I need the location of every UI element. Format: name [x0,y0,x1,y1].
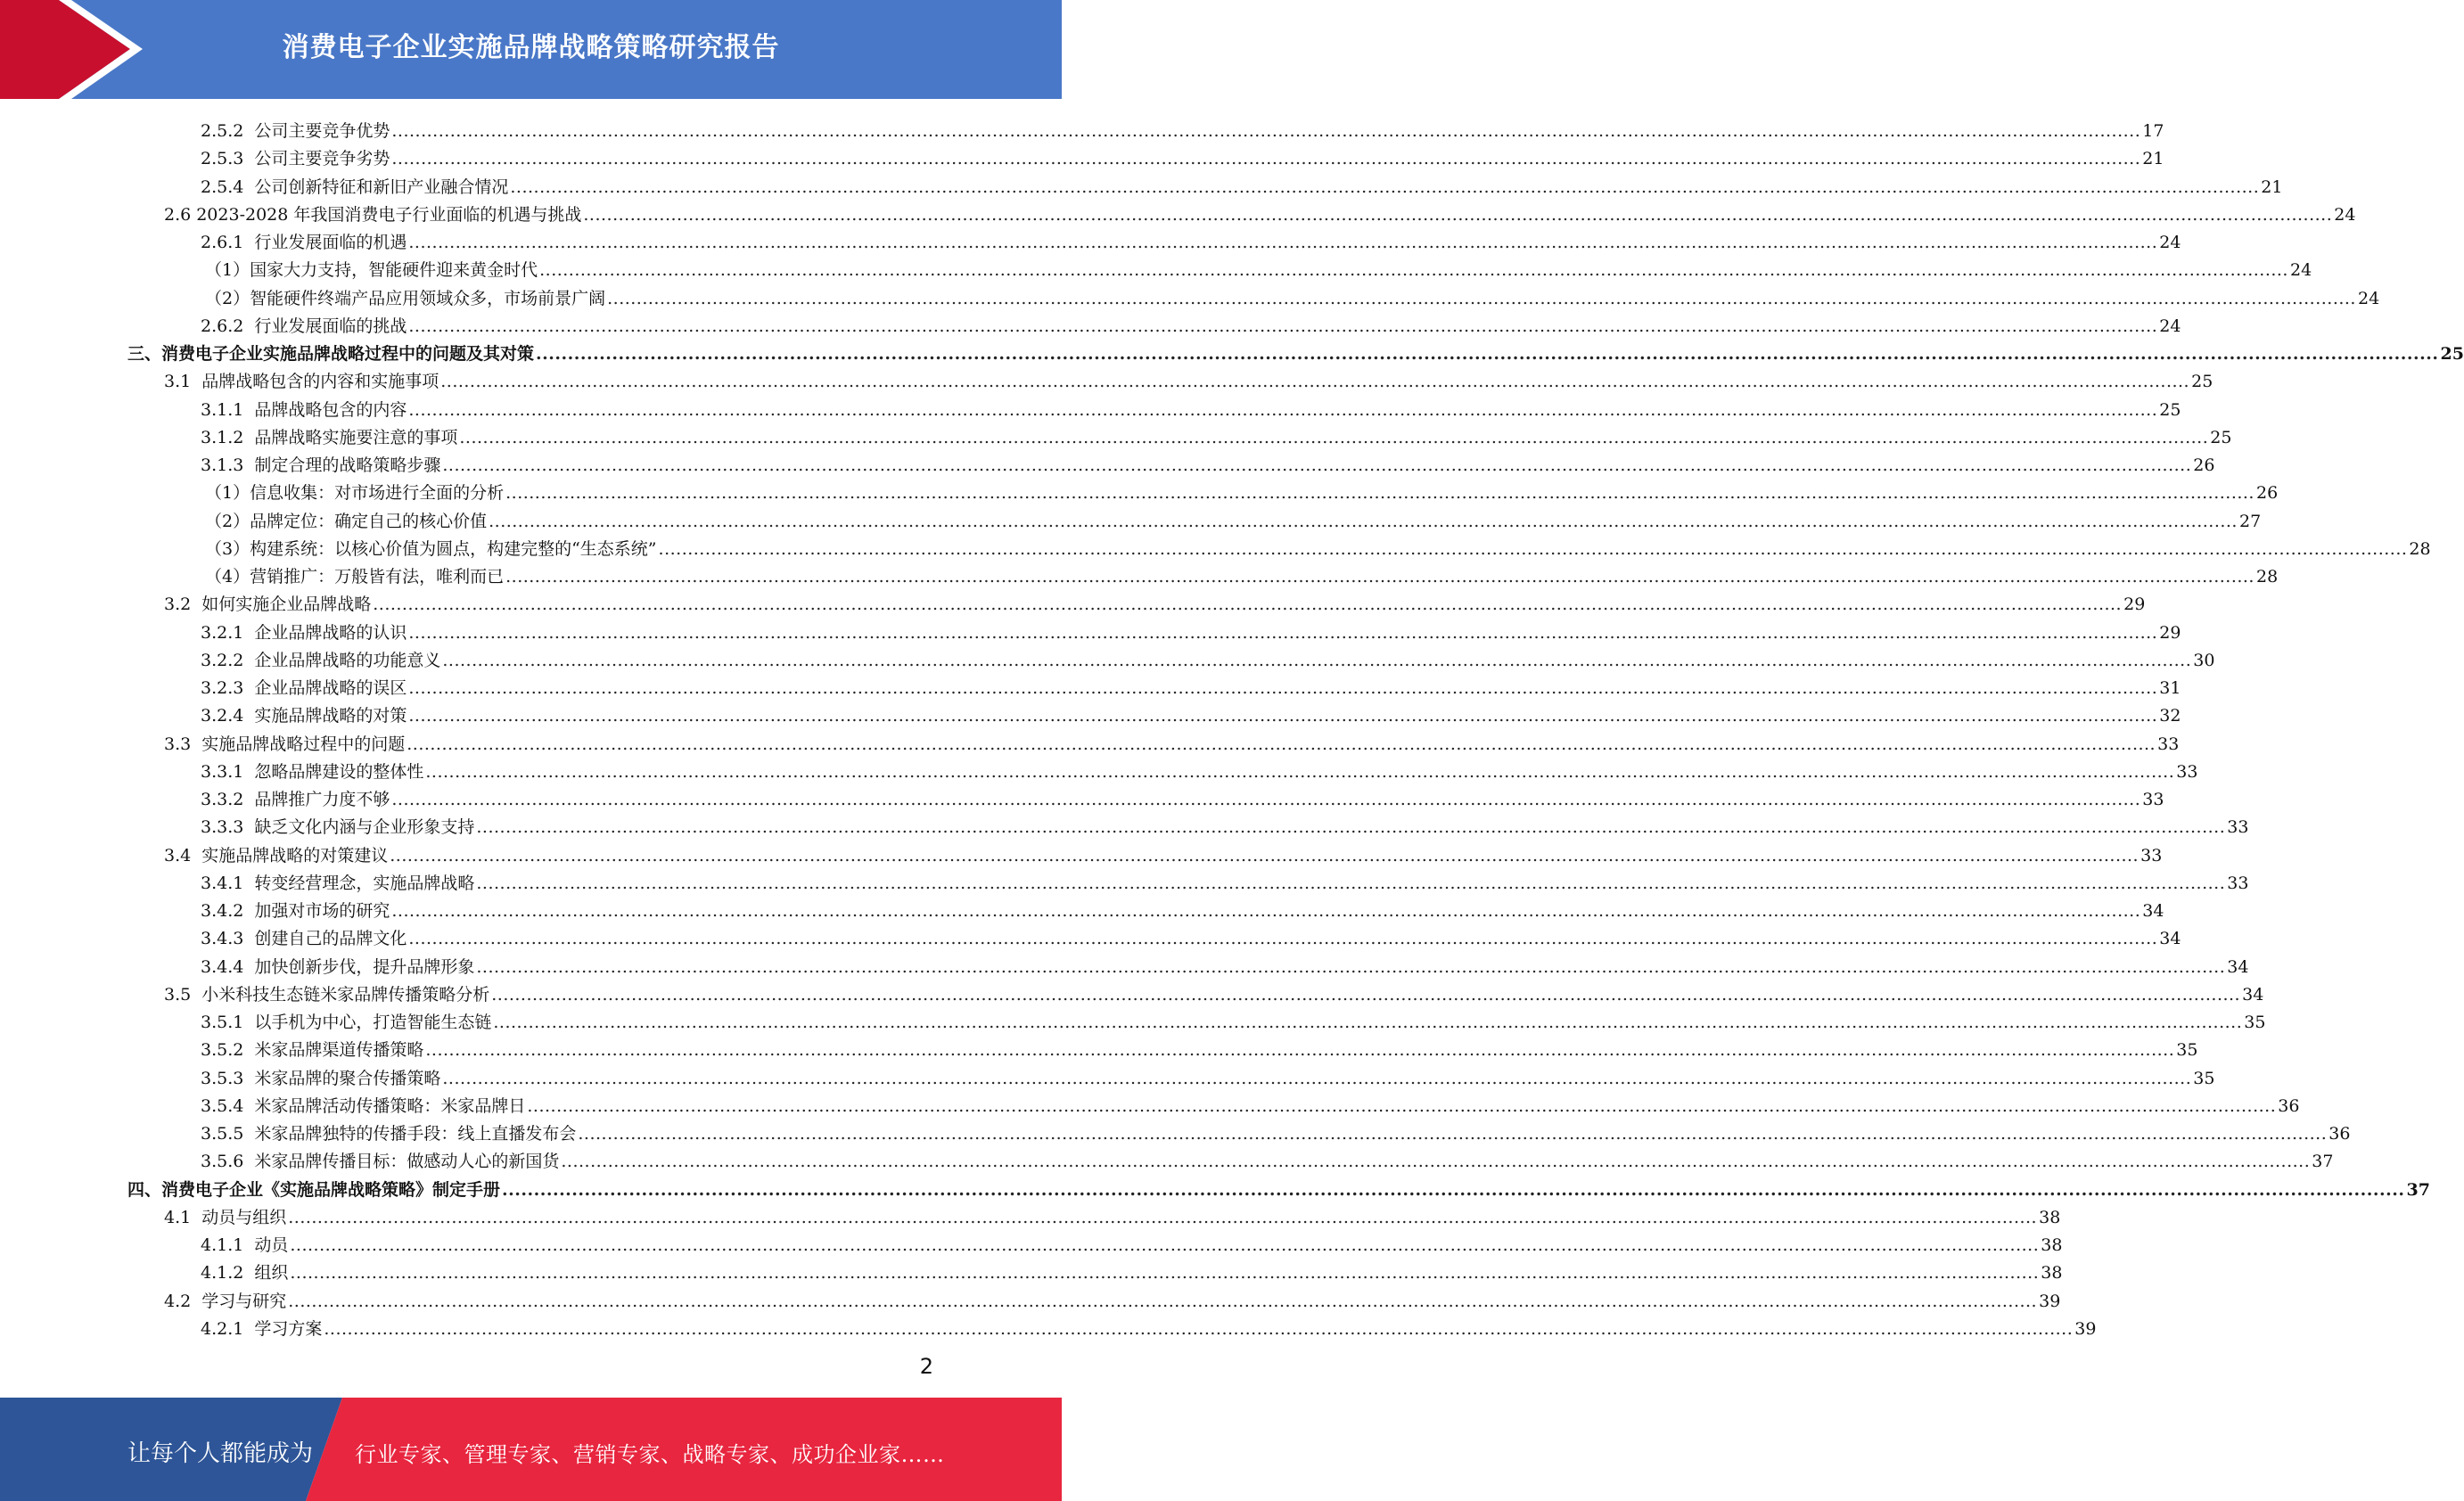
toc-entry-number: 3.5.3 [201,1068,244,1088]
toc-entry[interactable] [164,727,2180,755]
toc-entry[interactable] [201,810,2249,838]
toc-entry-page: 33 [2157,734,2180,754]
toc-entry[interactable] [201,894,2164,922]
toc-entry-page: 32 [2159,706,2181,726]
toc-entry-title: 信息收集：对市场进行全面的分析 [250,483,505,504]
page-header [0,0,1062,99]
toc-dot-leader: ............................................................................................................................................................................................................................................................................................................ [505,483,2255,504]
toc-entry-title: 公司主要竞争优势 [254,121,390,141]
toc-dot-leader: ............................................................................................................................................................................................................................................................................................................ [583,204,2333,225]
toc-entry-page: 24 [2159,233,2181,252]
toc-entry-title: 学习方案 [254,1318,323,1339]
toc-dot-leader: ............................................................................................................................................................................................................................................................................................................ [442,455,2192,475]
toc-entry-number: 2.5.3 [201,149,244,169]
toc-entry-number: 3.2.3 [201,678,244,698]
toc-entry-title: 如何实施企业品牌战略 [201,595,372,615]
toc-entry-number: 4.1.2 [201,1263,244,1284]
toc-entry-page: 33 [2227,873,2249,893]
toc-dot-leader: ............................................................................................................................................................................................................................................................................................................ [578,1124,2328,1144]
toc-entry-number: 4.1 [164,1207,192,1227]
toc-entry[interactable] [205,504,2262,532]
toc-entry-page: 39 [2074,1318,2097,1339]
toc-entry-title: 构建系统：以核心价值为圆点，构建完整的“生态系统” [250,538,657,559]
toc-entry[interactable] [205,253,2312,281]
toc-entry-title: 国家大力支持，智能硬件迎来黄金时代 [250,260,538,281]
toc-entry-title: 行业发展面临的机遇 [254,233,407,252]
toc-entry-number: 3.1.3 [201,455,244,475]
toc-entry-number: （4） [205,567,251,586]
toc-entry-title: 米家品牌独特的传播手段：线上直播发布会 [254,1124,577,1144]
toc-entry-title: 实施品牌战略过程中的问题 [201,734,406,754]
toc-entry[interactable] [201,448,2215,476]
toc-dot-leader: ............................................................................................................................................................................................................................................................................................................ [442,1068,2192,1088]
toc-entry-title: 公司主要竞争劣势 [254,149,390,169]
toc-entry-title: 米家品牌渠道传播策略 [254,1040,424,1061]
toc-entry-title: 米家品牌传播目标：做感动人心的新国货 [254,1152,560,1172]
toc-dot-leader: ............................................................................................................................................................................................................................................................................................................ [408,929,2158,949]
toc-entry-title: 制定合理的战略策略步骤 [254,455,441,475]
toc-entry-title: 企业品牌战略的功能意义 [254,650,441,670]
toc-dot-leader: ............................................................................................................................................................................................................................................................................................................ [561,1152,2311,1172]
toc-dot-leader: ............................................................................................................................................................................................................................................................................................................ [391,901,2141,921]
toc-entry[interactable] [127,1173,2430,1201]
toc-entry-page: 33 [2142,790,2164,809]
toc-entry-page: 33 [2176,761,2198,782]
toc-entry-page: 21 [2142,149,2164,169]
toc-entry-title: 小米科技生态链米家品牌传播策略分析 [201,984,490,1005]
toc-entry-page: 17 [2142,121,2164,141]
toc-entry[interactable] [127,337,2464,365]
toc-entry-number: 3.2.4 [201,706,244,726]
toc-entry[interactable] [164,587,2146,615]
toc-entry-page: 24 [2159,316,2181,336]
toc-entry-page: 31 [2159,678,2181,698]
toc-entry-number: 3.1 [164,372,192,392]
toc-entry-number: 3.5.6 [201,1152,244,1172]
toc-entry-page: 36 [2328,1124,2351,1144]
toc-entry[interactable] [201,421,2232,448]
toc-entry-title: 企业品牌战略的误区 [254,678,407,698]
toc-entry-number: 3.1.2 [201,427,244,447]
toc-dot-leader: ............................................................................................................................................................................................................................................................................................................ [440,372,2190,392]
toc-entry-page: 29 [2159,622,2181,643]
toc-entry-title: 组织 [254,1263,289,1284]
toc-entry-title: 动员 [254,1235,289,1255]
toc-entry[interactable] [164,198,2356,226]
toc-entry-number: 三、 [127,344,162,364]
toc-entry-title: 加快创新步伐，提升品牌形象 [254,956,475,977]
toc-entry-number: 四、 [127,1179,162,1200]
toc-entry-page: 29 [2123,595,2146,615]
toc-entry-number: 3.4.1 [201,873,244,893]
toc-dot-leader: ............................................................................................................................................................................................................................................................................................................ [408,706,2158,726]
toc-entry-title: 缺乏文化内涵与企业形象支持 [254,817,475,838]
toc-entry-number: 3.3.1 [201,761,244,782]
toc-dot-leader: ............................................................................................................................................................................................................................................................................................................ [288,1207,2038,1227]
toc-entry[interactable] [201,1312,2097,1340]
toc-entry-number: （3） [205,538,251,559]
toc-entry-page: 26 [2255,483,2279,504]
toc-dot-leader: ............................................................................................................................................................................................................................................................................................................ [408,233,2158,252]
toc-entry[interactable] [201,1256,2063,1284]
toc-entry-number: 3.4.2 [201,901,244,921]
toc-entry-page: 30 [2193,650,2215,670]
toc-dot-leader: ............................................................................................................................................................................................................................................................................................................ [290,1263,2040,1284]
document-title: 消费电子企业实施品牌战略策略研究报告 [282,32,780,63]
toc-entry[interactable] [201,1005,2266,1033]
toc-entry-number: （1） [205,260,251,281]
toc-entry-number: 3.3.3 [201,817,244,838]
toc-entry[interactable] [205,560,2279,587]
toc-dot-leader: ............................................................................................................................................................................................................................................................................................................ [476,873,2226,893]
toc-entry-page: 24 [2289,260,2312,281]
page-footer [0,1398,1062,1501]
toc-entry[interactable] [201,1144,2334,1172]
toc-entry-page: 35 [2176,1040,2198,1061]
toc-entry-title: 营销推广：万般皆有法，唯利而已 [250,567,505,586]
toc-entry-number: 3.5.2 [201,1040,244,1061]
toc-entry-page: 34 [2227,956,2249,977]
toc-entry[interactable] [205,282,2380,309]
toc-entry-number: 3.4.4 [201,956,244,977]
toc-entry-page: 35 [2193,1068,2215,1088]
toc-entry-number: 4.2.1 [201,1318,244,1339]
toc-entry-number: 4.2 [164,1291,192,1311]
toc-entry[interactable] [201,783,2164,810]
toc-entry-page: 36 [2278,1095,2300,1116]
toc-dot-leader: ............................................................................................................................................................................................................................................................................................................ [459,427,2209,447]
toc-entry-title: 加强对市场的研究 [254,901,390,921]
toc-entry-number: 2.6 [164,204,192,225]
toc-entry-number: 3.5 [164,984,192,1005]
toc-entry[interactable] [201,699,2181,726]
toc-entry-title: 品牌战略包含的内容和实施事项 [201,372,439,392]
toc-entry-title: 2023-2028 年我国消费电子行业面临的机遇与挑战 [196,204,582,225]
toc-dot-leader: ............................................................................................................................................................................................................................................................................................................ [391,790,2141,809]
toc-dot-leader: ............................................................................................................................................................................................................................................................................................................ [658,538,2408,559]
toc-entry-number: 3.3 [164,734,192,754]
toc-entry-page: 21 [2261,176,2283,197]
toc-entry-title: 动员与组织 [201,1207,287,1227]
toc-entry-page: 38 [2041,1263,2063,1284]
toc-dot-leader: ............................................................................................................................................................................................................................................................................................................ [408,316,2158,336]
toc-entry-title: 以手机为中心，打造智能生态链 [254,1013,492,1032]
toc-entry-page: 28 [2409,538,2431,559]
footer-slogan-left: 让每个人都能成为 [127,1440,314,1467]
toc-entry[interactable] [201,226,2181,253]
toc-dot-leader: ............................................................................................................................................................................................................................................................................................................ [390,845,2140,865]
toc-entry[interactable] [201,1089,2300,1117]
toc-entry-number: （1） [205,483,251,504]
toc-entry-page: 37 [2312,1152,2334,1172]
toc-entry-page: 25 [2191,372,2213,392]
toc-entry-number: 3.3.2 [201,790,244,809]
toc-entry-page: 33 [2227,817,2249,838]
toc-entry-title: 转变经营理念，实施品牌战略 [254,873,475,893]
toc-entry[interactable] [201,1033,2198,1061]
toc-entry-number: 3.5.5 [201,1124,244,1144]
toc-entry-title: 品牌战略包含的内容 [254,399,407,420]
toc-entry[interactable] [201,755,2198,783]
toc-entry-page: 34 [2242,984,2264,1005]
toc-dot-leader: ............................................................................................................................................................................................................................................................................................................ [493,1013,2243,1032]
toc-entry-page: 25 [2210,427,2232,447]
toc-entry-title: 品牌推广力度不够 [254,790,390,809]
toc-dot-leader: ............................................................................................................................................................................................................................................................................................................ [536,344,2439,364]
toc-entry[interactable] [201,866,2249,894]
toc-dot-leader: ............................................................................................................................................................................................................................................................................................................ [510,176,2260,197]
toc-entry-page: 26 [2193,455,2215,475]
toc-entry[interactable] [201,142,2164,169]
toc-dot-leader: ............................................................................................................................................................................................................................................................................................................ [324,1318,2074,1339]
toc-entry[interactable] [201,922,2181,949]
toc-entry[interactable] [201,644,2215,671]
toc-entry-number: 3.4.3 [201,929,244,949]
toc-entry-number: 3.2.2 [201,650,244,670]
toc-entry[interactable] [164,1284,2061,1312]
toc-entry-title: 消费电子企业《实施品牌战略策略》制定手册 [161,1179,501,1200]
toc-dot-leader: ............................................................................................................................................................................................................................................................................................................ [489,511,2238,531]
toc-entry[interactable] [201,616,2181,644]
toc-entry-page: 24 [2334,204,2356,225]
toc-dot-leader: ............................................................................................................................................................................................................................................................................................................ [408,399,2158,420]
toc-dot-leader: ............................................................................................................................................................................................................................................................................................................ [539,260,2288,281]
toc-entry-title: 企业品牌战略的认识 [254,622,407,643]
toc-entry[interactable] [201,114,2164,142]
toc-entry[interactable] [164,978,2264,1005]
toc-entry-number: 2.6.1 [201,233,244,252]
toc-dot-leader: ............................................................................................................................................................................................................................................................................................................ [527,1095,2277,1116]
toc-entry[interactable] [201,950,2249,978]
toc-entry-title: 公司创新特征和新旧产业融合情况 [254,176,509,197]
toc-entry-number: 3.1.1 [201,399,244,420]
toc-entry[interactable] [201,671,2181,699]
toc-dot-leader: ............................................................................................................................................................................................................................................................................................................ [505,567,2255,586]
toc-entry[interactable] [201,170,2283,198]
toc-entry-number: 2.5.2 [201,121,244,141]
page-number: 2 [919,1354,933,1379]
toc-entry-number: 3.5.1 [201,1013,244,1032]
toc-entry-number: （2） [205,511,251,531]
toc-dot-leader: ............................................................................................................................................................................................................................................................................................................ [407,734,2156,754]
toc-entry[interactable] [201,1228,2063,1256]
toc-entry[interactable] [201,393,2181,421]
toc-dot-leader: ............................................................................................................................................................................................................................................................................................................ [491,984,2241,1005]
toc-dot-leader: ............................................................................................................................................................................................................................................................................................................ [607,288,2356,308]
toc-entry[interactable] [201,1117,2351,1144]
toc-entry[interactable] [164,1201,2061,1228]
toc-entry[interactable] [164,839,2163,866]
toc-dot-leader: ............................................................................................................................................................................................................................................................................................................ [425,761,2175,782]
toc-entry-page: 35 [2244,1013,2266,1032]
toc-entry[interactable] [201,309,2181,337]
toc-entry-page: 39 [2039,1291,2061,1311]
toc-dot-leader: ............................................................................................................................................................................................................................................................................................................ [391,149,2141,169]
toc-entry-number: 3.4 [164,845,192,865]
toc-entry-page: 38 [2041,1235,2063,1255]
toc-entry-page: 28 [2255,567,2279,586]
toc-entry-title: 实施品牌战略的对策 [254,706,407,726]
toc-entry[interactable] [205,476,2279,504]
toc-entry-page: 37 [2406,1179,2430,1200]
toc-entry-title: 实施品牌战略的对策建议 [201,845,389,865]
toc-dot-leader: ............................................................................................................................................................................................................................................................................................................ [476,956,2226,977]
toc-entry-page: 25 [2440,344,2464,364]
toc-dot-leader: ............................................................................................................................................................................................................................................................................................................ [373,595,2123,615]
footer-slogan-right: 行业专家、管理专家、营销专家、战略专家、成功企业家…… [355,1442,945,1467]
toc-entry-page: 27 [2238,511,2262,531]
toc-dot-leader: ............................................................................................................................................................................................................................................................................................................ [290,1235,2040,1255]
toc-entry-number: （2） [205,288,251,308]
toc-entry-number: 4.1.1 [201,1235,244,1255]
toc-dot-leader: ............................................................................................................................................................................................................................................................................................................ [425,1040,2175,1061]
toc-entry-number: 2.6.2 [201,316,244,336]
toc-entry-title: 米家品牌活动传播策略：米家品牌日 [254,1095,526,1116]
toc-entry-title: 创建自己的品牌文化 [254,929,407,949]
toc-entry-title: 智能硬件终端产品应用领域众多，市场前景广阔 [250,288,606,308]
toc-entry-title: 米家品牌的聚合传播策略 [254,1068,441,1088]
toc-dot-leader: ............................................................................................................................................................................................................................................................................................................ [408,622,2158,643]
toc-dot-leader: ............................................................................................................................................................................................................................................................................................................ [476,817,2226,838]
toc-entry[interactable] [201,1062,2215,1089]
toc-dot-leader: ............................................................................................................................................................................................................................................................................................................ [288,1291,2038,1311]
toc-entry-page: 34 [2142,901,2164,921]
toc-entry-title: 学习与研究 [201,1291,287,1311]
toc-entry-page: 34 [2159,929,2181,949]
toc-entry-title: 忽略品牌建设的整体性 [254,761,424,782]
toc-entry-number: 3.2.1 [201,622,244,643]
toc-entry[interactable] [164,365,2213,392]
toc-entry-page: 33 [2140,845,2163,865]
toc-dot-leader: ............................................................................................................................................................................................................................................................................................................ [408,678,2158,698]
toc-entry-page: 38 [2039,1207,2061,1227]
toc-entry-title: 消费电子企业实施品牌战略过程中的问题及其对策 [161,344,535,364]
toc-dot-leader: ............................................................................................................................................................................................................................................................................................................ [502,1179,2405,1200]
toc-entry-page: 25 [2159,399,2181,420]
toc-entry-title: 品牌战略实施要注意的事项 [254,427,458,447]
toc-entry-number: 2.5.4 [201,176,244,197]
toc-dot-leader: ............................................................................................................................................................................................................................................................................................................ [442,650,2192,670]
toc-entry-title: 行业发展面临的挑战 [254,316,407,336]
toc-entry-number: 3.5.4 [201,1095,244,1116]
toc-entry-title: 品牌定位：确定自己的核心价值 [250,511,488,531]
toc-entry[interactable] [205,532,2431,560]
toc-entry-number: 3.2 [164,595,192,615]
toc-dot-leader: ............................................................................................................................................................................................................................................................................................................ [391,121,2141,141]
toc-entry-page: 24 [2357,288,2380,308]
